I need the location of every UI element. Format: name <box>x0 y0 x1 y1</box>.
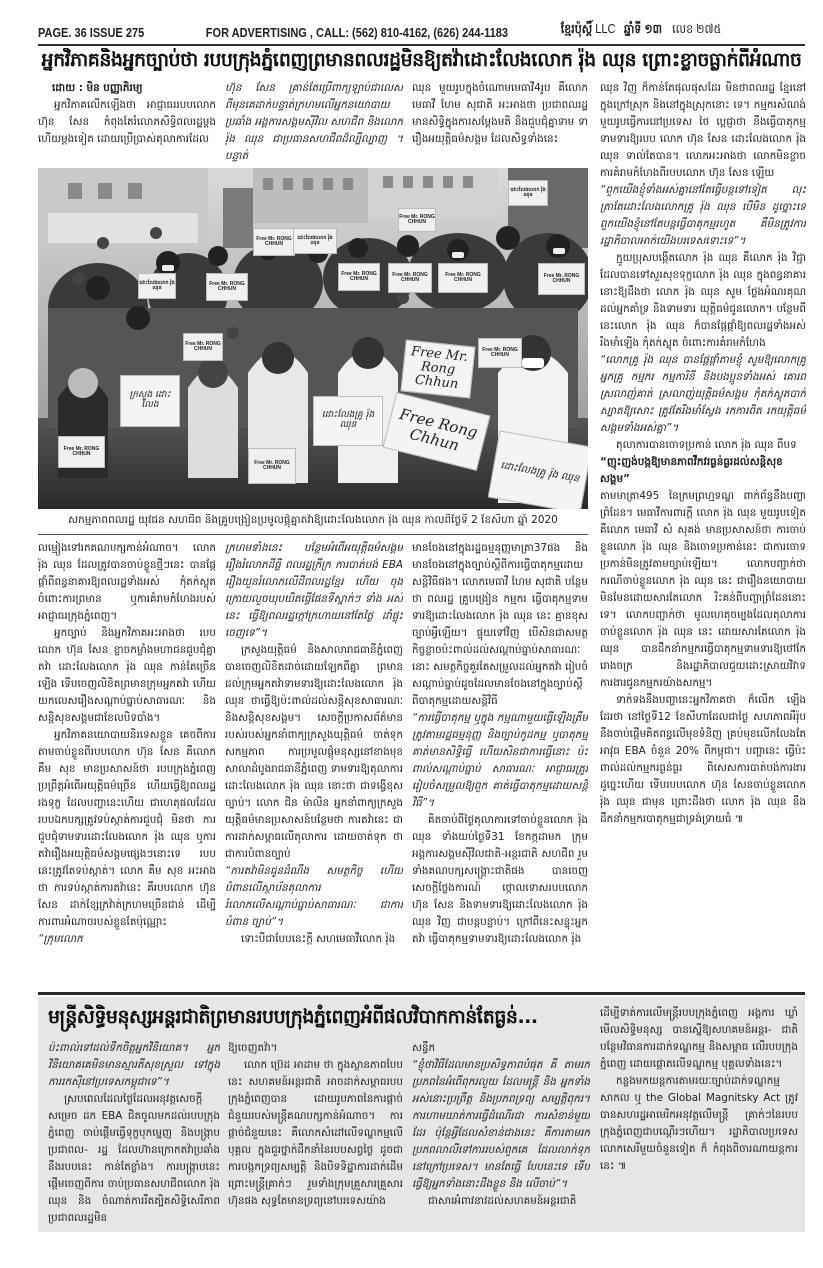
main-headline: អ្នកវិភាគនិងអ្នកច្បាប់ថា របបក្រុងភ្នំពេញព្រមានពលរដ្ឋមិនឱ្យតវ៉ាដោះលែងលោក រ៉ុង ឈុន ព្រោះខ្លាចធ្លាក់ពីអំណាច <box>41 49 802 71</box>
protest-sign-text: ដោះលែងលោក រ៉ុង ឈុន <box>297 234 333 246</box>
paragraph-text: “ញុះញង់បង្កឱ្យមានភាពវឹកវរធ្ងន់ធ្ងរដល់សន្តិសុខសង្គម” <box>600 456 783 485</box>
article-column-3-top <box>412 80 588 168</box>
protest-sign-text: Free Mr. RONG CHHUN <box>482 346 518 358</box>
paragraph: កន្លងមកយន្តការតាមរយៈច្បាប់ដាក់ទណ្ឌកម្ម សាកល ឬ the Global Magnitsky Act ត្រូវបានសហរដ្ឋអាមេរិកអនុវត្តលើមន្ត្រី គ្រាក់ៗនៃរបបក្រុងភ្នំពេញជាបណ្តើរៗហើយ។ រដ្ឋាភិបាលប្រទេសលោកសេរីមួយចំនួនទៀត ក៏ កំពុងពិចារណាយន្តការនេះ ៕ <box>600 1075 798 1172</box>
paragraph <box>412 710 588 812</box>
protest-sign-text: Free Mr. RONG CHHUN <box>185 340 221 352</box>
article-column-3-lower <box>412 540 588 990</box>
paragraph-text: ហ៊ុន សែន គ្រាន់តែប្រើពាក្យឡាប់ជាលេស ពីមុនគេដាក់បន្ទាត់ក្រហមលើអ្នកនយោបាយ ប្រឆាំង អង្គការសង្គមស៊ីវិល សហជីព និងលោក រ៉ុង ឈុន ជាប្រធានសហជីពដ៏ល្បីល្បាញ ។ បន្ទាត់ <box>225 82 403 162</box>
secondary-column-3 <box>412 1040 590 1230</box>
protest-sign <box>538 263 585 295</box>
page-issue-label: PAGE. 36 ISSUE 275 <box>38 26 145 40</box>
paragraph: ក្រសួងយុត្តិធម៌ និងសាលារាជធានីភ្នំពេញ បានចេញលិខិតដាច់ដោយឡែកពីគ្នា ព្រមាន ដល់ក្រុមអ្នកតវ៉ាទាមទារឱ្យដោះលែងលោក រ៉ុង ឈុន ថាធ្វើឱ្យប៉ះពាល់ដល់សន្តិសុខសាធារណៈ និងសន្តិសុខសង្គម។ សេចក្តីប្រកាសព័ត៌មាន របស់របស់អ្នកនាំពាក្យក្រសួងយុត្តិធម៌ ចាត់ទុក សកម្មភាព ការប្រមូលផ្តុំមនុស្សនៅខាងមុខ សាលាដំបូងរាជធានីភ្នំពេញ ទាមទារឱ្យតុលាការ ដោះលែងលោក រ៉ុង ឈុន នោះថា ជាទង្វើខុស ច្បាប់។ លោក ជិន ម៉ាលីន អ្នកនាំពាក្យក្រសួង យុត្តិធម៌មានប្រសាសន៍បន្ថែមថា ការតវ៉ានេះ ជាការដាក់សម្ពាធលើតុលាការ ដោយចាត់ទុក ថា ជាការបំពានច្បាប់ <box>225 644 403 860</box>
advertising-contact: FOR ADVERTISING , CALL: (562) 810-4162, (626) 244-1183 <box>205 26 509 40</box>
protest-sign <box>508 180 548 206</box>
handwritten-sign-free-mr-rong-chhun <box>400 339 475 398</box>
paragraph: តាមមាត្រា495 នៃក្រមព្រហ្មទណ្ឌ ពាក់ព័ន្ធនឹងបញ្ហាព្រំដែន។ មេធាវីការពារក្តី លោក រ៉ុង ឈុន មួយរូបទៀត គឺលោក មេធាវី សំ សុគង់ មានប្រសាសន៍ថា ការចាប់ខ្លួនលោក រ៉ុង ឈុន និងចោទប្រកាន់នេះ ជាការចោទប្រកាន់មិនត្រូវតាមច្បាប់ឡើយ។ លោកបញ្ជាក់ថា ករណីចាប់ខ្លួនលោក រ៉ុង ឈុន នេះ ជារឿងនយោបាយ មិនមែនដោយសារតែលោក រិះគន់ពីបញ្ហាព្រំដែននោះទេ។ លោកបញ្ជាក់ថា មូលហេតុចម្បងដែលតុលាការចាប់ខ្លួនលោក រ៉ុង ឈុន នេះ ដោយសារតែលោក រ៉ុង ឈុន បានដឹកនាំកម្មករធ្វើបាតុកម្មទាមទារឱ្យថៅកែ រោងចក្រ និងរដ្ឋាភិបាលជួយដោះស្រាយវិវាទ ការងារជូនកម្មករយ៉ាងសកម្ម។ <box>600 490 806 689</box>
handwritten-sign-text: Free Rong Chhun <box>397 404 480 455</box>
article-column-1-top <box>38 80 216 168</box>
protest-sign <box>438 263 488 293</box>
article-column-2-lower <box>225 540 403 990</box>
paragraph: សន្ធឹក <box>412 1042 436 1054</box>
protest-sign <box>398 208 436 232</box>
paragraph: ជាសារអំពាវនាវដល់សហគមន៍អន្តរជាតិ <box>428 1195 577 1207</box>
protest-sign-text: Free Mr. RONG CHHUN <box>254 459 290 471</box>
paragraph-text: “ក្រុមលោក <box>38 933 83 945</box>
photo-caption: សកម្មភាពពលរដ្ឋ យុវជន សហជីព និងគ្រូបង្រៀនប្រមូលផ្តុំគ្នាតវ៉ាឱ្យដោះលែងលោក រ៉ុង ឈុន កាលពីថ្ងៃទី 2 ខែសីហា ឆ្នាំ 2020 <box>68 514 558 526</box>
protest-sign <box>248 448 296 484</box>
paragraph <box>600 182 806 250</box>
paragraph: លោក ប្រ៊េដ អាដាម ថា ក្នុងស្ថានភាពបែប នេះ សហគមន៍អន្តរជាតិ អាចដាក់សម្ពាធរបប ក្រុងភ្នំពេញបាន ដោយរូបភាពនៃការផ្តាច់ ជំនួយរបស់មន្ត្រីគណបក្សកាន់អំណាច។ ការ ផ្តាច់ជំនួយនេះ គឺលោកសំដៅលើទណ្ឌកម្មលើ បុគ្គល ក្នុងជួរថ្នាក់ដឹកនាំនៃរបបសព្វថ្ងៃ ដូចជា ការបង្កកទ្រព្យសម្បត្តិ និងបិទទិដ្ឋាការដាក់ដើម ព្រោះមន្ត្រីគ្រាក់ៗ រួមទាំងក្រុមគ្រួសារគ្រួសារ ហ៊ុនផង សុទ្ធតែមានទ្រព្យនៅបរទេសយ៉ាង <box>228 1059 403 1207</box>
secondary-column-4 <box>600 1005 798 1230</box>
protest-sign <box>138 273 176 299</box>
paragraph-text: “ពួកយើងខ្ញុំទាំងអស់គ្នានៅតែធ្វើបន្តទៅទៀត លុះត្រាតែដោះលែងលោកគ្រូ រ៉ុង ឈុន បើមិន ដូច្នោះទេ ពួកយើងខ្ញុំនៅតែបន្តធ្វើបាតុកម្មរហូត គឺមិនត្រូវការរដ្ឋាភិបាលអាក់យើងបរទេសទោះទេ”។ <box>600 184 806 247</box>
protest-photo <box>38 168 588 509</box>
paragraph: ទោះបីជាបែបនេះក្តី សហមេធាវីលោក រ៉ុង <box>241 933 396 945</box>
protest-sign <box>58 436 105 468</box>
paragraph: អ្នកច្បាប់ និងអ្នកវិភាគអះអាងថា របបលោក ហ៊ុន សែន ខ្លាចកម្លាំងមហាជនជួបជុំគ្នាតវ៉ា ដោះលែងលោក រ៉ុង ឈុន កាន់តែច្រើនឡើង ទើបចេញលិខិតព្រមានក្រុមអ្នកតវ៉ា ហើយ យកលេសរឿងសណ្តាប់ធ្នាប់សាធារណៈ និង សន្តិសុខសង្គមជាខែលបិទបាំង។ <box>38 627 216 724</box>
paragraph-text: “ការធ្វើបាតុកម្ម ឬក្នុង កម្មណាមួយធ្វើឡើងត្រឹមត្រូវតាមរដ្ឋធម្មនុញ្ញ និងច្បាប់កូដកម្ម ឬបាតុកម្មគាត់មានសិទ្ធិធ្វើ ហើយសិនជាការធ្វើនោះ ប៉ះពាល់សណ្តាប់ធ្នាប់ សាធារណៈ អាជ្ញាធរត្រូវរៀបចំសម្រួលឱ្យពួក គាត់ធ្វើបាតុកម្មដោយសន្តិវិធី”។ <box>412 712 588 809</box>
paragraph: ឈុន មួយរូបក្នុងចំណោមមេធាវី4រូប គឺលោក មេធាវី ហែម សុជាតិ អះអាងថា ប្រជាពលរដ្ឋ មានសិទ្ធិក្នុងការសម្តែងមតិ និងជួបជុំគ្នាទាម ទារឿងអយុត្តិធម៌សង្គម ដែលសិទ្ធទាំងនេះ <box>412 82 588 145</box>
handwritten-sign-text: ដោះលែងគ្រូ រ៉ុង ឈុន <box>321 410 375 430</box>
protest-sign <box>478 338 522 368</box>
protest-sign-text: Free Mr. RONG CHHUN <box>399 213 435 225</box>
handwritten-sign-khmer-3 <box>120 375 180 427</box>
header-divider <box>38 44 805 46</box>
handwritten-sign-text: Free Mr. Rong Chhun <box>410 343 469 393</box>
secondary-column-1 <box>48 1040 220 1230</box>
paragraph: តុលាការបានចោទប្រកាន់ លោក រ៉ុង ឈុន ពីបទ <box>616 439 797 451</box>
paragraph <box>38 931 216 948</box>
paragraph: គិតចាប់ពីថ្ងៃតុលាការទៅចាប់ខ្លួនលោក រ៉ុង ឈុន ទាំងយប់ថ្ងៃទី31 ខែកក្កដាមក ក្រុម អង្គការសង្គមស៊ីវិលជាតិ-អន្តរជាតិ សហជីព រួមទាំងគណបក្សសង្គ្រោះជាតិផង បានចេញ សេចក្តីថ្លែងការណ៍ ថ្កោលទោសរបបលោក ហ៊ុន សែន និងទាមទារឱ្យដោះលែងលោក រ៉ុង ឈុន វិញ ជាបន្តបន្ទាប់។ ក្រៅពីនេះសន្ទុះអ្នក តវ៉ា ធ្វើបាតុកម្មទាមទារឱ្យដោះលែងលោក រ៉ុង <box>412 814 588 945</box>
protest-sign-text: ដោះលែងលោក រ៉ុង ឈុន <box>510 186 546 198</box>
handwritten-sign-text: ក្រសួង ដោះលែង <box>129 390 171 410</box>
masthead <box>561 22 722 40</box>
masthead-brand: ខ្មែរប៉ុស្តិ៍ <box>560 22 593 36</box>
paragraph <box>225 863 403 931</box>
article-column-right <box>600 80 806 990</box>
paragraph: ទាក់ទងនឹងបញ្ហានេះអ្នកវិភាគថា ក៏លើក ឡើងដែរថា នៅថ្ងៃទី12 ខែសីហាដែលជាថ្ងៃ សហភាពអឺរ៉ុបនឹងចាប់ផ្តើមគិតពន្ធលើមុខទំនិញ គ្រប់មុខលើកលែងតែអាវុធ EBA ចំនួន 20% ពីកម្ពុជា។ បញ្ហានេះ ធ្វើប៉ះពាល់ដល់កម្មករធ្ងន់ធ្ងរ ពិសេសការបាត់បង់ការងារ ដូច្នេះហើយ ទើបរបបលោក ហ៊ុន សែនចាប់ខ្លួនលោក រ៉ុង ឈុន ជាមុន ព្រោះដឹងថា លោក រ៉ុង ឈុន នឹង ដឹកនាំកម្មករបាតុកម្មជាទ្រង់ទ្រាយធំ ៕ <box>600 694 806 825</box>
paragraph: មានចែងនៅក្នុងរដ្ឋធម្មនុញ្ញមាត្រា37ផង និង មានចែងនៅក្នុងច្បាប់ស្តីពីការធ្វើបាតុកម្មដោយ សន្តិវិធីផង។ លោកមេធាវី ហែម សុជាតិ បន្ថែម ថា ពលរដ្ឋ គ្រូបង្រៀន កម្មករ ធ្វើបាតុកម្មទាម ទារឱ្យដោះលែងលោក រ៉ុង ឈុន នេះ គ្មានខុស ច្បាប់អ្វីឡើយ។ ផ្ទុយទៅវិញ បើសិនជាសមត្ថ កិច្ចខ្លាចប៉ះពាល់ដល់សណ្តាប់ធ្នាប់សាធារណៈនោះ សមត្ថកិច្ចគួរតែសម្រួលដល់អ្នកតវ៉ា រៀបចំ សណ្តាប់ធ្នាប់ដូចដែលមានចែងនៅក្នុងច្បាប់ស្តី ពីបាតុកម្មដោយសន្តិវិធី <box>412 542 588 707</box>
protest-sign-text: Free Mr. RONG CHHUN <box>445 271 481 283</box>
protest-sign <box>206 273 248 301</box>
masthead-year: ឆ្នាំទី ១៣ <box>623 22 663 36</box>
paragraph-text: ក្រហមទាំងនេះ បន្ថែមអំពើអយុត្តិធម៌សង្គម រឿងរំលោភដីធ្លី ពលរដ្ឋក្រីក្រ ការបាត់បង់ EBA រឿងយួនរំលោភលើដីពលរដ្ឋខ្មែរ ហើយ ចុងក្រោយលួចឃុបឃិតធ្វើផែនទីស្នាក់ៗ ទាំង អស់នេះ ធ្វើឱ្យពលរដ្ឋក្តៅក្រហាយនៅតែថ្ងៃ ដាំផ្ទុះចេញទេ”។ <box>225 542 403 639</box>
protest-sign-text: Free Mr. RONG CHHUN <box>543 272 580 284</box>
handwritten-sign-text: ដោះលែងគ្រូ រ៉ុង ឈុន <box>499 459 581 485</box>
page-header <box>38 20 722 40</box>
paragraph-text: “ខ្ញុំថាវិធីដែលមានប្រសិទ្ធភាពបំផុត គឺ តាមរកប្រភពនៃអំពើពុករលួយ ដែលមន្ត្រី និង អ្នកទាំងអស់នោះប្រព្រឹត្ត និងប្រភពទ្រព្យ សម្បត្តិពុករ។ ការហាមឃាត់ការធ្វើដំណើរជា ការសំខាន់មួយដែរ ប៉ុន្តែអ្វីដែលសំខាន់ជាងនេះ គឺការតាមរកប្រភពលាលីទៅការរបស់ពួកគេ ដែលលាក់ទុកនៅក្រៅប្រទេស។ មានតែធ្វើ បែបនេះទេ ទើបធ្វើឱ្យអ្នកទាំងនោះដឹងខ្លួន និង លើចាប់”។ <box>412 1059 590 1190</box>
paragraph: ឱ្យចេញតវ៉ា។ <box>228 1042 278 1054</box>
protest-sign <box>293 228 337 254</box>
protest-sign-text: ដោះលែងលោក រ៉ុង ឈុន <box>139 279 175 291</box>
section-divider <box>38 992 805 995</box>
paragraph <box>48 1040 220 1091</box>
paragraph: អ្នកវិភាគលើកឡើងថា អាជ្ញាធររបបលោក ហ៊ុន សែន កំពុងតែរំលោភសិទ្ធិពលរដ្ឋម្តង ហើយម្តងទៀត ដោយប្រើប្រាស់តុលាការដែល <box>38 99 216 145</box>
paragraph <box>412 1057 590 1193</box>
paragraph <box>600 352 806 437</box>
paragraph-text: ប៉ះពាល់ទៅដល់ទឹកចិត្តអ្នកវិនិយោគ។ អ្នក វិនិយោគគេមិនមានស្មារតីសុខស្រួល ទៅក្នុង ការរកស៊ីនៅប្រទេសកម្ពុជាទេ”។ <box>48 1042 220 1088</box>
protest-sign-text: Free Mr. RONG CHHUN <box>392 271 428 283</box>
paragraph: អ្នកវិភាគនយោបាយនិរទេសខ្លួន គេចពីការ តាមចាប់ខ្លួនពីរបបលោក ហ៊ុន សែន គឺលោក គឹម សុខ មានប្រសាសន៍ថា របបក្រុងភ្នំពេញ ប្រព្រឹត្តអំពើអយុត្តិធម៌ច្រើន ហើយធ្វើឱ្យពលរដ្ឋ រងទុក្ខ ដែលបញ្ហានេះហើយ ជាហេតុផលដែល របបឯកបក្សត្រូវទប់ស្កាត់ការជួបជុំ មិនថា ការ ជួបជុំទាមទារដោះលែងលោក រ៉ុង ឈុន ឬការ តវ៉ារឿងអយុត្តិធម៌សង្គមផ្សេងៗនោះទេ របប នេះត្រូវតែទប់ស្កាត់។ លោក គឹម សុខ អះអាង ថា ការទប់ស្កាត់ការតវ៉ានេះ គឺរបបលោក ហ៊ុន សែន ដាក់ខ្សែក្រវ៉ាត់ក្រហមច្រើនជាន់ ដើម្បី ការពារអំណាចរបស់ខ្លួនតែប៉ុណ្ណោះ <box>38 729 216 928</box>
caption-divider <box>38 534 588 535</box>
protest-sign <box>183 333 223 361</box>
paragraph: លម្មៀងទៅរកគណបក្សកាន់អំណាច។ លោក រ៉ុង ឈុន ដែលត្រូវបានចាប់ខ្លួនថ្មីៗនេះ បានផ្តែផ្តាំពីពន្ធនាគារឱ្យពលរដ្ឋទាំងអស់ កុំតក់ស្លុត ចំពោះការព្រមាន ឬការគំរាមកំហែងរបស់ អាជ្ញាធរក្រុងភ្នំពេញ។ <box>38 542 216 622</box>
secondary-column-2 <box>228 1040 403 1230</box>
paragraph: ដើម្បីទាត់ការលើមន្ត្រីរបបក្រុងភ្នំពេញ អង្គការ ឃ្លាំមើលសិទ្ធិមនុស្ស បានស្នើឱ្យសហគមន៍អន្តរ- ជាតិបន្ថែមវិធានការដាក់ទណ្ឌកម្ម និងសម្ពាធ លើរបបក្រុងភ្នំពេញ ដោយផ្តោតលើទណ្ឌកម្ម បុគ្គលទាំងនេះ។ <box>600 1007 798 1070</box>
paragraph: ស្របពេលដែលថ្ងៃដែលអនុវត្តសេចក្តីសម្រេច ដក EBA ជិតចូលមកដល់របបក្រុងភ្នំពេញ ចាប់ផ្តើមធ្វើទុក្ខបុកម្នេញ និងបង្ក្រាបប្រជាពល- រដ្ឋ ដែលហ៊ានក្រោកតវ៉ាប្រឆាំងនឹងរបបនេះ កាន់តែខ្លាំង។ ការបង្ក្រាបនេះ ផ្តើមចេញពីការ ចាប់ប្រធានសហជីពលោក រ៉ុង ឈុន និង ចំណាត់ការរឹតត្បិតសិទ្ធិសេរីភាពប្រជាពលរដ្ឋមិន <box>48 1093 220 1224</box>
secondary-headline: មន្ត្រីសិទ្ធិមនុស្សអន្តរជាតិព្រមានរបបក្រុងភ្នំពេញអំពីផលវិបាកកាន់តែធ្ងន់... <box>48 1006 538 1028</box>
protest-sign-text: Free Mr. RONG CHHUN <box>209 280 245 292</box>
article-column-1-lower <box>38 540 216 990</box>
masthead-llc: LLC <box>595 22 616 36</box>
paragraph <box>600 454 806 488</box>
paragraph-text: “ការតវ៉ាមិនជូនដំណឹង សមត្ថកិច្ច ហើយបំពានលើស្ថាប័នតុលាការ រំលោភលើសណ្តាប់ធ្នាប់សាធារណៈ ជាការបំពាន ច្បាប់”។ <box>225 865 403 928</box>
paragraph <box>225 540 403 642</box>
protest-sign-text: Free Mr. RONG CHHUN <box>63 445 100 457</box>
article-column-2-top <box>225 80 403 168</box>
protest-sign-text: Free Mr. RONG CHHUN <box>256 235 292 247</box>
paragraph: ឈុន វិញ ក៏កាន់តែផុលផុសដែរ មិនថាពលរដ្ឋ ខ្មែរនៅក្នុងក្រៅស្រុក និងនៅក្នុងស្រុកនោះ ទេ។ កម្មករសំណង់មួយរូបធ្វើការនៅប្រទេស ថៃ ប្តេជ្ញាថា នឹងធ្វើបាតុកម្មទាមទារឱ្យរបប លោក ហ៊ុន សែន ដោះលែងលោក រ៉ុង ឈុន ទាល់តែបាន។ លោកអះអាងថា លោកមិនខ្លាច ការគំរាមកំហែងពីរបបលោក ហ៊ុន សែន ឡើយ <box>600 82 806 179</box>
protest-sign <box>388 263 432 293</box>
protest-sign <box>338 263 380 291</box>
paragraph: ក្មួយប្រុសបង្កើតលោក រ៉ុង ឈុន គឺលោក រ៉ុង វិជ្ជា ដែលបានទៅសួរសុខទុក្ខលោក រ៉ុង ឈុន ក្នុងពន្ធនាគារនោះឱ្យដឹងថា លោក រ៉ុង ឈុន សូម ថ្លែងអំណរគុណដល់អ្នកគាំទ្រ និងទាមទារ យុត្តិធម៌ជូនលោក។ បន្ថែមពីនេះលោក រ៉ុង ឈុន ក៏បានផ្តែផ្តាំឱ្យពលរដ្ឋទាំងអស់រឹងមាំឡើង កុំតក់ស្លុត ចំពោះការគំរាមកំហែង <box>600 252 806 349</box>
handwritten-sign-khmer <box>313 396 383 446</box>
byline: ដោយ : មិន បញ្ញាភិរម្យ <box>52 82 143 94</box>
paragraph <box>225 80 403 165</box>
protest-sign <box>253 228 295 256</box>
protest-sign-text: Free Mr. RONG CHHUN <box>341 270 377 282</box>
paragraph-text: “លោកគ្រូ រ៉ុង ឈុន បានផ្តែផ្តាំតាមខ្ញុំ សូមឱ្យលោកគ្រូ អ្នកគ្រូ កម្មករ កម្មការិនី និងបងប្អូនទាំងអស់ គោរពស្រលាញ់គាត់ ស្រលាញ់យុត្តិធម៌សង្គម កុំតក់ស្លុតបាក់ស្បាតឱ្យសោះ ត្រូវតែរឹងមាំស្វែង រកការពិត រកយុត្តិធម៌សង្គមទាំងអស់គ្នា”។ <box>600 354 806 434</box>
masthead-issue: លេខ ២៧៥ <box>672 22 722 36</box>
